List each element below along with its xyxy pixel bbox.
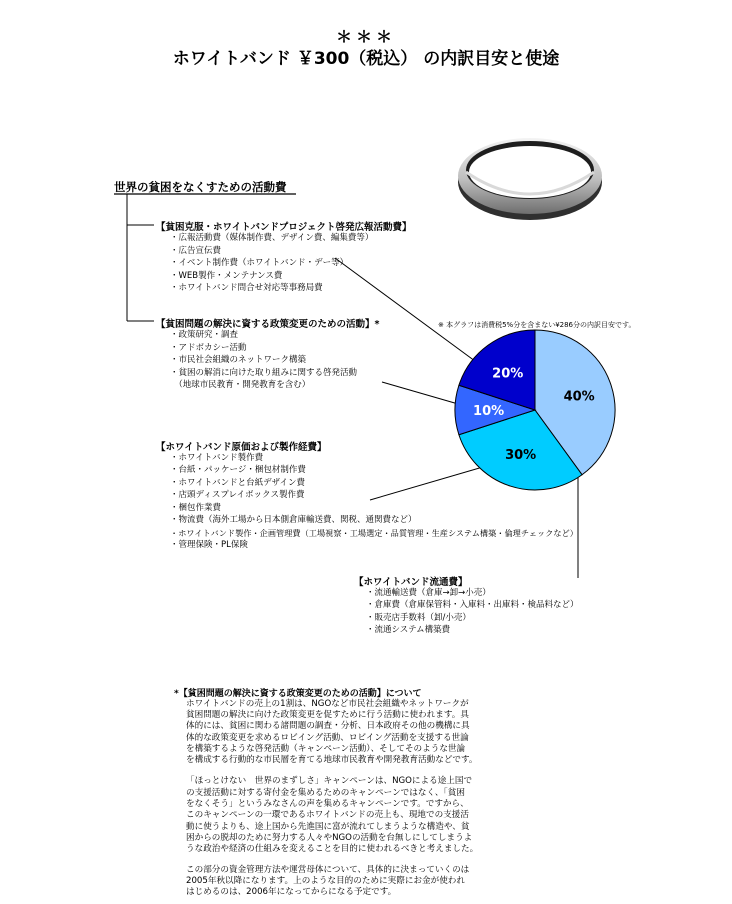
footnote-line: 2005年秋以降になります。上のような目的のために実際にお金が使われ	[186, 876, 465, 886]
footnote-line: この部分の資金管理方法や運営母体について、具体的に決まっていくのは	[186, 865, 470, 875]
list-item: ・梱包作業費	[170, 503, 222, 513]
footnote-line: 困からの脱却のために努力する人々やNGOの活動を台無しにしてしまうよ	[186, 833, 473, 843]
group-heading-awareness: 【貧困克服・ホワイトバンドプロジェクト啓発広報活動費】	[156, 222, 412, 233]
footnote-line: 体的には、貧困に関わる諸問題の調査・分析、日本政府その他の機構に具	[186, 721, 470, 731]
group-heading-policy: 【貧困問題の解決に資する政策変更のための活動】*	[156, 319, 380, 330]
footnote-line: を構築するような啓発活動（キャンペーン活動）、そしてそのような世論	[186, 744, 466, 754]
list-item: ・管理保険・PL保険	[170, 540, 248, 550]
list-item: ・WEB製作・メンテナンス費	[170, 271, 283, 281]
list-item: ・ホワイトバンド製作費	[170, 453, 264, 463]
list-item: ・流通システム構築費	[366, 625, 451, 635]
footnote-line: 貧困問題の解決に向けた政策変更を促すために行う活動に使われます。具	[186, 710, 469, 720]
list-item: ・イベント制作費（ホワイトバンド・デー等）	[170, 258, 349, 268]
footnote-line: を構成する行動的な市民層を育てる地球市民教育や開発教育活動などです。	[186, 755, 478, 765]
list-item: ・店頭ディスプレイボックス製作費	[170, 490, 305, 500]
pie-label-40: 40%	[563, 389, 595, 405]
header-stars: ＊＊＊	[335, 27, 396, 46]
footnote-line: 体的な政策変更を求めるロビイング活動、ロビイング活動を支援する世論	[186, 733, 469, 743]
footnote-line: うな政治や経済の仕組みを変えることを目的に使われるべきと考えました。	[186, 844, 479, 854]
section-heading: 世界の貧困をなくすための活動費	[114, 180, 287, 194]
list-item: （地球市民教育・開発教育を含む）	[170, 380, 311, 390]
list-item: ・倉庫費（倉庫保管料・入庫料・出庫料・検品料など）	[366, 600, 579, 610]
list-item: ・台紙・パッケージ・梱包材制作費	[170, 465, 306, 475]
list-item: ・流通輸送費（倉庫→卸→小売）	[366, 588, 491, 598]
list-item: ・物流費（海外工場から日本側倉庫輸送費、関税、通関費など）	[170, 515, 417, 525]
list-item: ・ホワイトバンド問合せ対応等事務局費	[170, 283, 323, 293]
list-item: ・貧困の解消に向けた取り組みに関する啓発活動	[170, 368, 358, 378]
pie-label-10: 10%	[473, 404, 505, 419]
footnote-heading: *【貧困問題の解決に資する政策変更のための活動】について	[174, 689, 422, 699]
footnote-line: はじめるのは、2006年になってからになる予定です。	[186, 887, 397, 897]
list-item: ・市民社会組織のネットワーク構築	[170, 355, 307, 365]
breakdown-pie-chart	[450, 325, 620, 495]
pie-label-30: 30%	[505, 448, 537, 464]
footnote-line: ホワイトバンドの売上の1割は、NGOなど市民社会組織やネットワークが	[186, 699, 469, 709]
list-item: ・ホワイトバンド製作・企画管理費（工場視察・工場選定・品質管理・生産システム構築・倫理チェックなど）	[170, 528, 578, 538]
footnote-line: 動に使うよりも、途上国から先進国に富が流れてしまうような構造や、貧	[186, 822, 470, 832]
footnote-line: このキャンペーンの一環であるホワイトバンドの売上も、現地での支援活	[186, 810, 469, 820]
list-item: ・広告宣伝費	[170, 246, 222, 256]
list-item: ・販売店手数料（卸/小売）	[366, 613, 471, 623]
list-item: ・政策研究・調査	[170, 330, 239, 340]
footnote-line: をなくそう」というみなさんの声を集めるキャンペーンです。ですから、	[186, 799, 469, 809]
chart-note: ※ 本グラフは消費税5%分を含まない¥286分の内訳目安です。	[438, 321, 636, 329]
list-item: ・アドボカシー活動	[170, 343, 247, 353]
list-item: ・ホワイトバンドと台紙デザイン費	[170, 478, 305, 488]
pie-label-20: 20%	[492, 366, 524, 382]
list-item: ・広報活動費（媒体制作費、デザイン費、編集費等）	[170, 233, 374, 243]
group-heading-distribution: 【ホワイトバンド流通費】	[354, 577, 468, 588]
page-title: ホワイトバンド ￥300（税込） の内訳目安と使途	[172, 49, 560, 69]
footnote-line: の支援活動に対する寄付金を集めるためのキャンペーンではなく、「貧困	[186, 788, 465, 798]
footnote-line: 「ほっとけない 世界のまずしさ」キャンペーンは、NGOによる途上国で	[186, 776, 473, 786]
group-heading-production: 【ホワイトバンド原価および製作経費】	[156, 442, 327, 453]
